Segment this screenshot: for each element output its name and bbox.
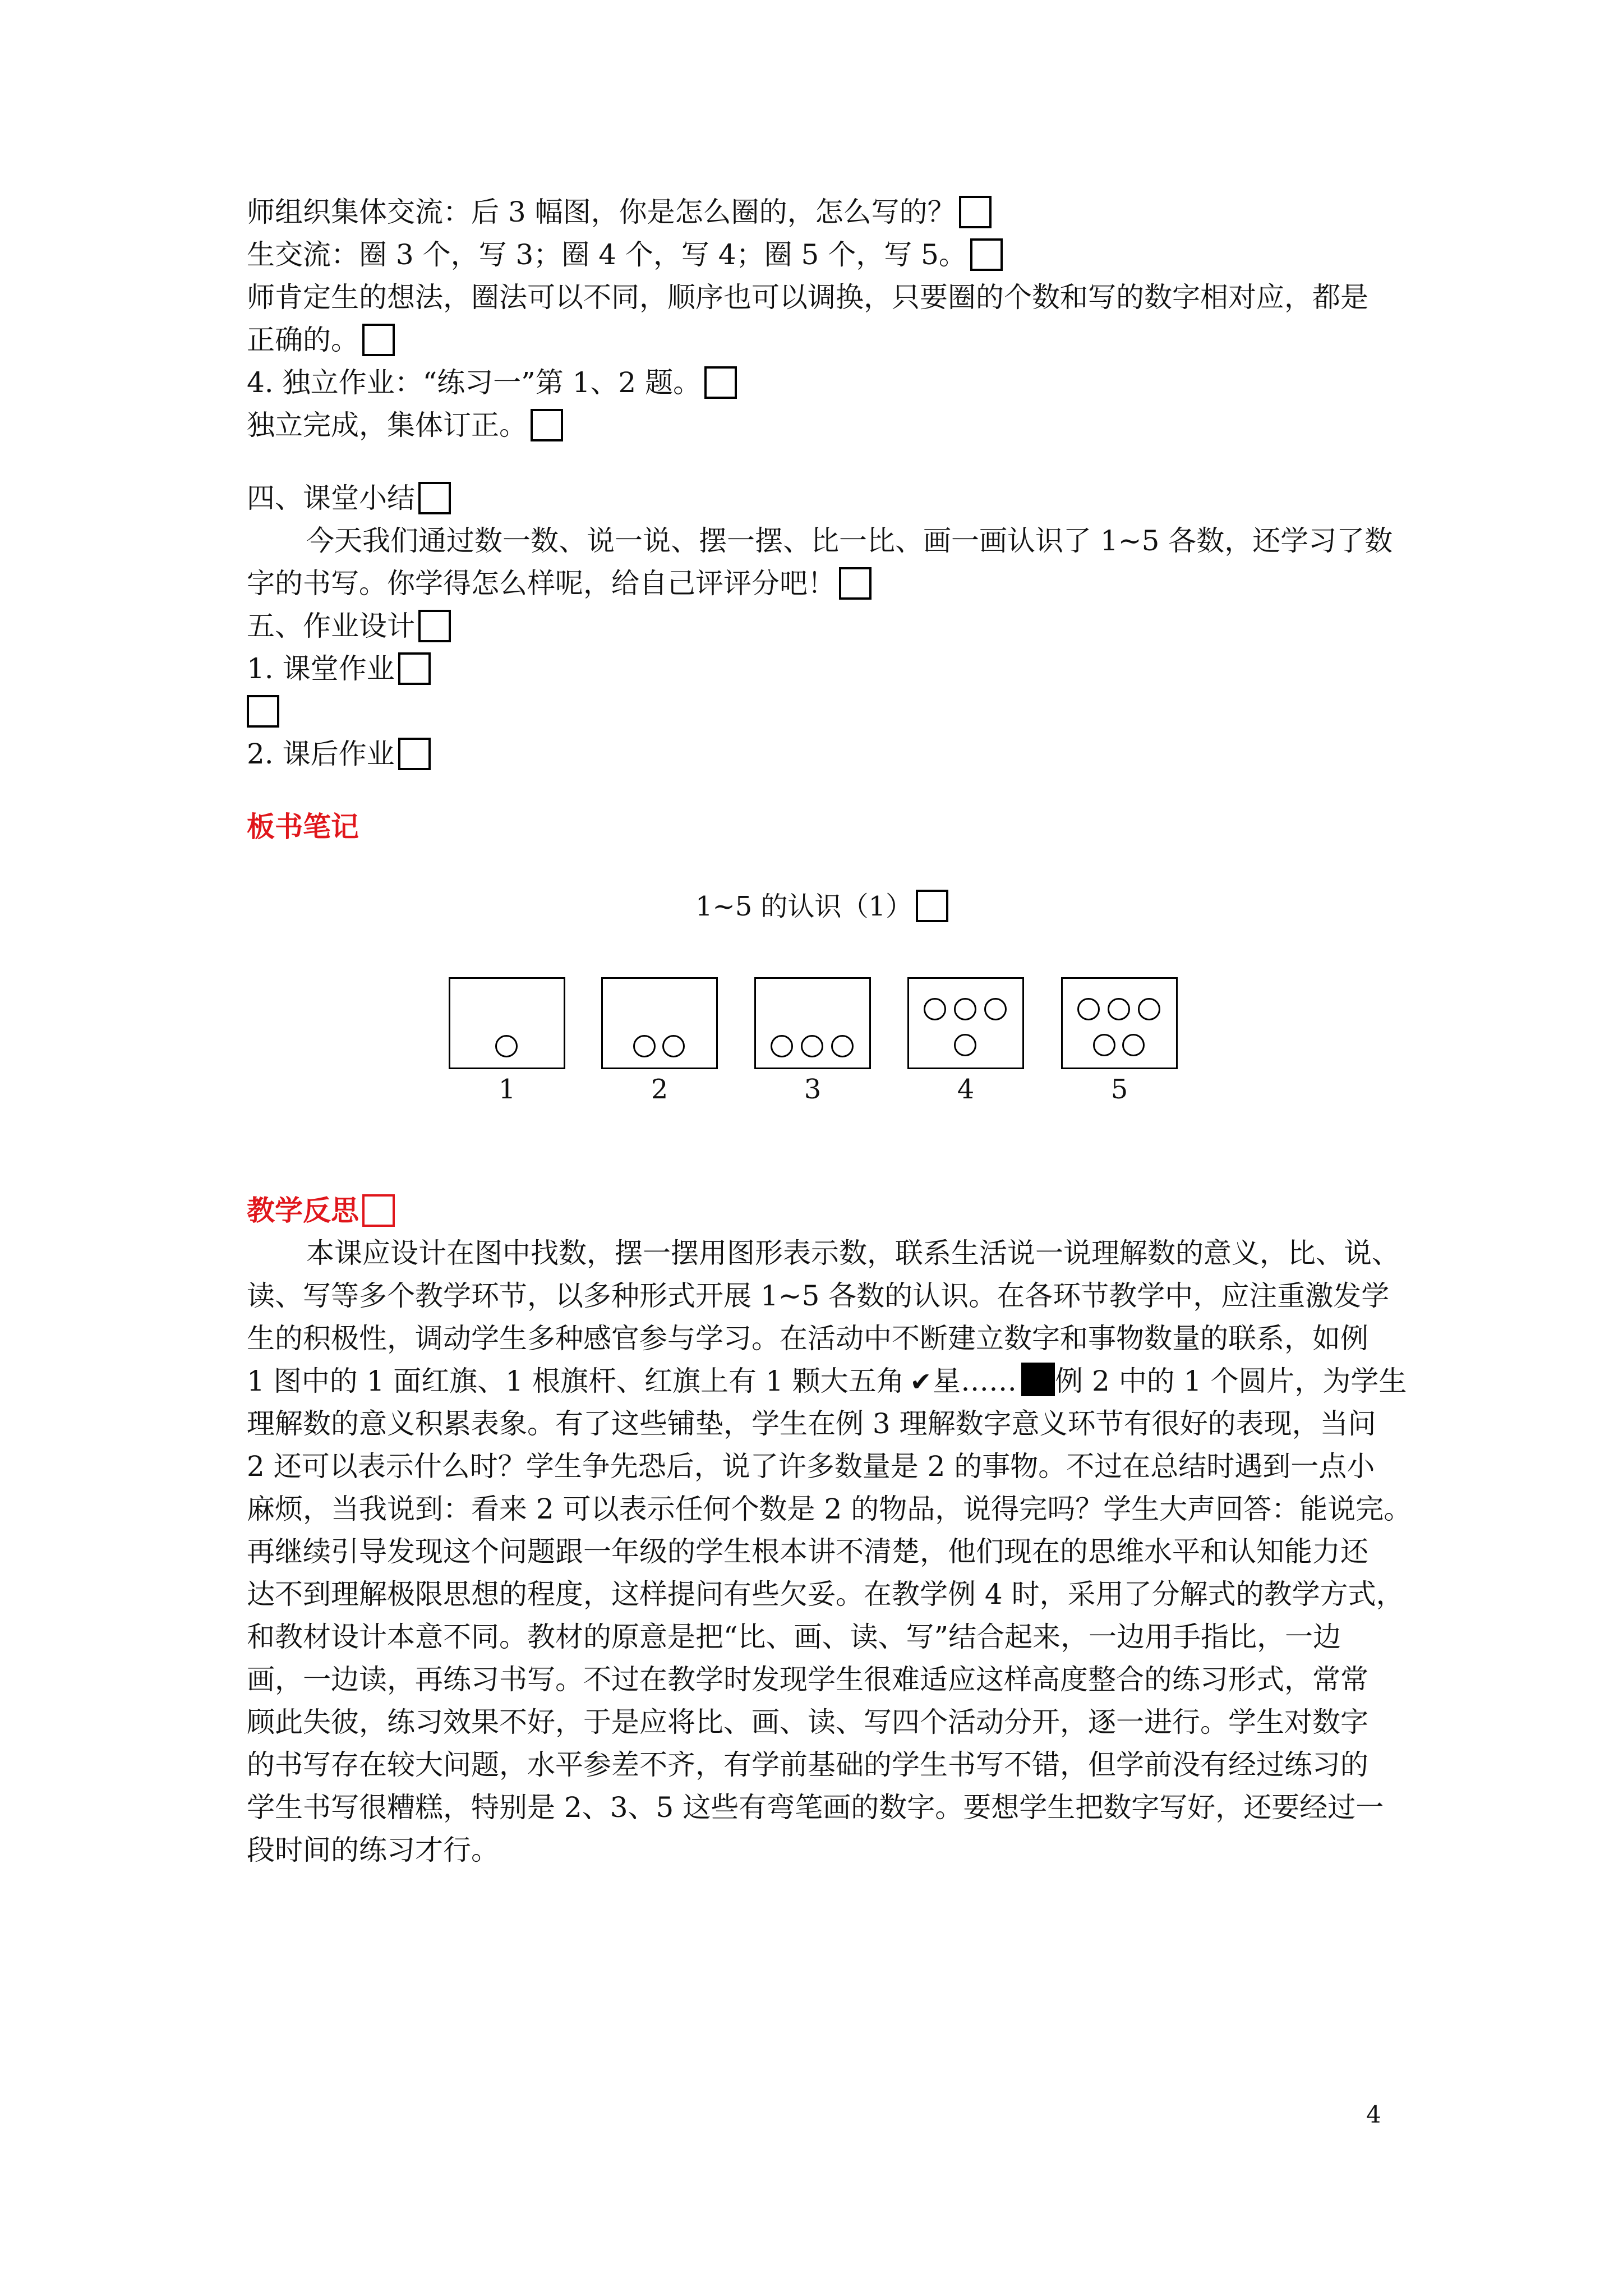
text: 和教材设计本意不同。教材的原意是把“比、画、读、写”结合起来，一边用手指比，一边 (247, 1621, 1341, 1653)
text: 再继续引导发现这个问题跟一年级的学生根本讲不清楚，他们现在的思维水平和认知能力还 (247, 1535, 1368, 1568)
checkbox-square[interactable] (418, 610, 451, 642)
reflection-heading-line (247, 1189, 1380, 1232)
checkbox-square[interactable] (704, 366, 737, 399)
black-block-icon (1021, 1363, 1055, 1396)
text: 顾此失彼，练习效果不好，于是应将比、画、读、写四个活动分开，逐一进行。学生对数字 (247, 1706, 1368, 1738)
checkbox-square[interactable] (970, 238, 1003, 271)
text-line (247, 1701, 1380, 1743)
text: 达不到理解极限思想的程度，这样提问有些欠妥。在教学例 4 时，采用了分解式的教学方式， (247, 1578, 1404, 1611)
checkbox-square[interactable] (362, 1194, 395, 1227)
text: 独立完成，集体订正。 (247, 409, 527, 441)
homework-item: 1. 课堂作业 (247, 652, 395, 685)
text-line (247, 404, 1380, 447)
text: 正确的。 (247, 324, 359, 356)
text: 1 图中的 1 面红旗、1 根旗杆、红旗上有 1 颗大五角 (247, 1365, 905, 1397)
text: 星…… (933, 1365, 1017, 1397)
text-line (247, 1488, 1412, 1530)
text-line (247, 1402, 1380, 1445)
board-title-text: 1~5 的认识（1） (695, 891, 913, 922)
checkbox-square[interactable] (531, 409, 563, 441)
count-label: 5 (1110, 1074, 1128, 1105)
text-line (247, 1317, 1380, 1360)
text-line (247, 1445, 1380, 1488)
count-label: 1 (498, 1074, 516, 1105)
section-heading (247, 605, 1380, 647)
text: 生的积极性，调动学生多种感官参与学习。在活动中不断建立数字和事物数量的联系，如例 (247, 1322, 1368, 1355)
check-icon: ✔ (910, 1366, 932, 1397)
text: 读、写等多个教学环节，以多种形式开展 1~5 各数的认识。在各环节教学中，应注重激发学 (247, 1280, 1390, 1312)
board-heading: 板书笔记 (247, 810, 359, 843)
circle (1138, 998, 1160, 1020)
spacer (247, 775, 1380, 806)
checkbox-square[interactable] (247, 695, 279, 728)
checkbox-square[interactable] (916, 890, 948, 922)
text: 师组织集体交流：后 3 幅图，你是怎么圈的，怎么写的？ (247, 196, 956, 228)
text: 本课应设计在图中找数，摆一摆用图形表示数，联系生活说一说理解数的意义，比、说、 (306, 1237, 1400, 1269)
count-label: 4 (957, 1074, 975, 1105)
text-line (247, 319, 1380, 361)
circle (771, 1035, 793, 1057)
text-line (247, 1829, 1380, 1871)
count-box-3 (754, 977, 871, 1069)
spacer (247, 447, 1380, 477)
text: 的书写存在较大问题，水平参差不齐，有学前基础的学生书写不错，但学前没有经过练习的 (247, 1749, 1368, 1781)
circle (801, 1035, 823, 1057)
circle (1093, 1034, 1115, 1056)
text: 例 2 中的 1 个圆片，为学生 (1055, 1365, 1407, 1397)
text: 师肯定生的想法，圈法可以不同，顺序也可以调换，只要圈的个数和写的数字相对应，都是 (247, 281, 1368, 314)
checkbox-square[interactable] (398, 738, 431, 770)
text: 今天我们通过数一数、说一说、摆一摆、比一比、画一画认识了 1~5 各数，还学习了数 (306, 524, 1393, 557)
text-line (247, 1360, 1407, 1402)
count-label: 3 (804, 1074, 822, 1105)
text-line (247, 1530, 1380, 1573)
document-page (247, 191, 1393, 848)
text: 2 还可以表示什么时？学生争先恐后，说了许多数量是 2 的事物。不过在总结时遇到一点小 (247, 1450, 1375, 1483)
text: 麻烦，当我说到：看来 2 可以表示任何个数是 2 的物品，说得完吗？学生大声回答：能说完。 (247, 1493, 1412, 1525)
circle (1077, 998, 1100, 1020)
count-box-1 (449, 977, 565, 1069)
checkbox-square[interactable] (362, 324, 395, 356)
text: 字的书写。你学得怎么样呢，给自己评评分吧！ (247, 567, 836, 600)
text: 4. 独立作业：“练习一”第 1、2 题。 (247, 366, 702, 399)
text-line (247, 1573, 1404, 1616)
count-box-4 (907, 977, 1024, 1069)
text-line (247, 1743, 1380, 1786)
text: 生交流：圈 3 个，写 3；圈 4 个，写 4；圈 5 个，写 5。 (247, 238, 967, 271)
circle (831, 1035, 854, 1057)
text-line (247, 191, 1380, 233)
text-line (247, 562, 1380, 605)
text-line (247, 1786, 1384, 1829)
circle (662, 1035, 685, 1057)
text: 段时间的练习才行。 (247, 1834, 499, 1866)
text-line (247, 361, 1380, 404)
text-line (247, 276, 1380, 319)
circle (954, 1034, 976, 1056)
homework-item: 2. 课后作业 (247, 738, 395, 770)
empty-line (247, 690, 1380, 733)
count-box-5 (1061, 977, 1178, 1069)
circle (924, 998, 946, 1020)
text-line (247, 647, 1380, 690)
text-line (247, 1658, 1380, 1701)
homework-heading: 五、作业设计 (247, 610, 415, 642)
checkbox-square[interactable] (398, 652, 431, 685)
summary-heading: 四、课堂小结 (247, 482, 415, 514)
text: 画，一边读，再练习书写。不过在教学时发现学生很难适应这样高度整合的练习形式，常常 (247, 1663, 1368, 1696)
circle (1122, 1034, 1145, 1056)
text-line (247, 233, 1380, 276)
reflection-section (247, 1189, 1412, 1871)
text-line (247, 519, 1393, 562)
circle (1108, 998, 1130, 1020)
text: 学生书写很糟糕，特别是 2、3、5 这些有弯笔画的数字。要想学生把数字写好，还要经过一 (247, 1791, 1384, 1824)
text-line (247, 1232, 1400, 1274)
circle (633, 1035, 656, 1057)
count-box-2 (601, 977, 718, 1069)
page-number: 4 (1366, 2101, 1381, 2128)
text-line (247, 1616, 1380, 1658)
board-title (695, 885, 948, 928)
checkbox-square[interactable] (839, 567, 872, 600)
count-label: 2 (651, 1074, 668, 1105)
text: 理解数的意义积累表象。有了这些铺垫，学生在例 3 理解数字意义环节有很好的表现，当问 (247, 1407, 1376, 1440)
checkbox-square[interactable] (959, 196, 992, 228)
counting-diagram (449, 977, 1189, 1106)
circle (495, 1035, 518, 1057)
section-heading (247, 477, 1380, 519)
circle (954, 998, 976, 1020)
circle (984, 998, 1007, 1020)
text-line (247, 733, 1380, 775)
checkbox-square[interactable] (418, 482, 451, 514)
reflection-heading: 教学反思 (247, 1194, 359, 1227)
text-line (247, 1274, 1390, 1317)
